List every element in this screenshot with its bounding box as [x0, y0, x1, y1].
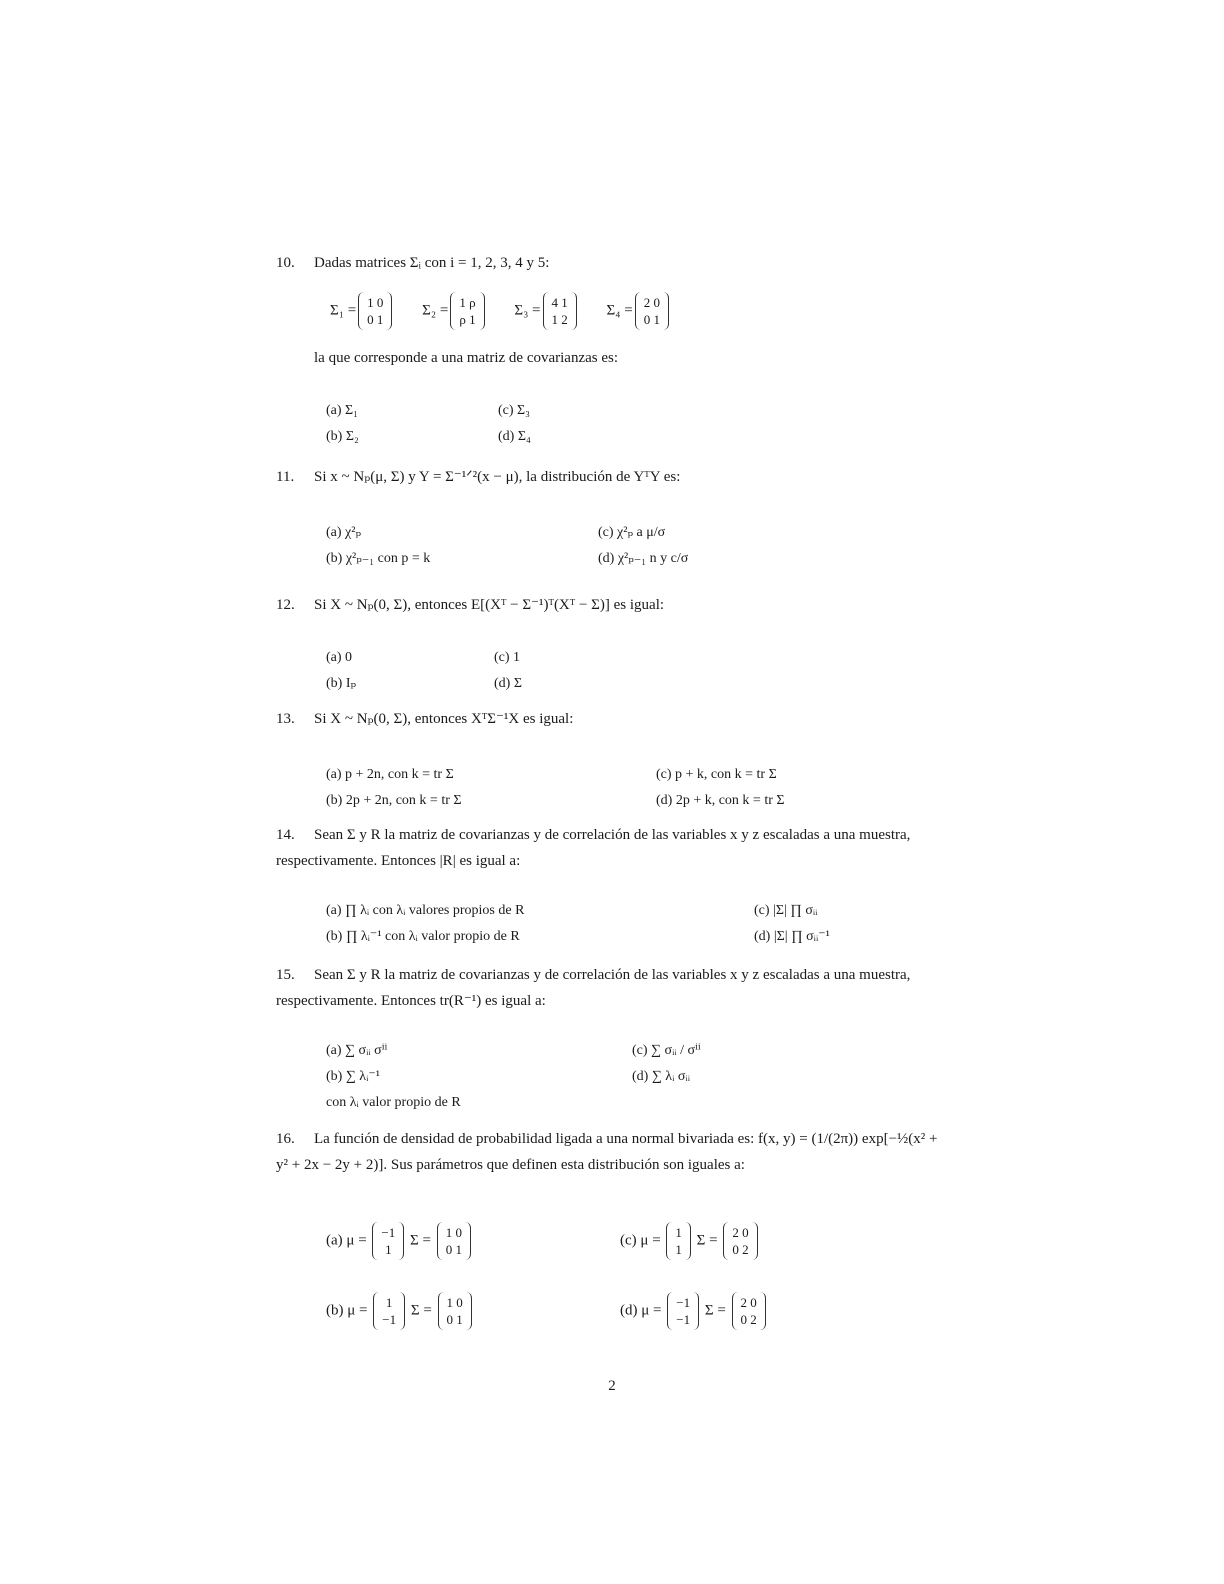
option-b[interactable]: (b) Σ₂	[326, 429, 359, 444]
question-stem: Si X ~ Nₚ(0, Σ), entonces E[(Xᵀ − Σ⁻¹)ᵀ(Xᵀ − Σ)] es igual:	[314, 597, 665, 613]
question-stem: Si x ~ Nₚ(μ, Σ) y Y = Σ⁻¹ᐟ²(x − μ), la distribución de YᵀY es:	[314, 469, 681, 485]
question-16	[276, 1126, 952, 1178]
question-15	[276, 962, 952, 1014]
option-d[interactable]: (d) Σ	[494, 676, 522, 691]
option-c[interactable]: (c) χ²ₚ a μ/σ	[598, 525, 666, 540]
question-number: 14.	[276, 827, 295, 843]
matrix-sigma-1: Σ₁ = 1 0 0 1	[330, 292, 394, 330]
question-stem: Si X ~ Nₚ(0, Σ), entonces XᵀΣ⁻¹X es igual:	[314, 711, 574, 727]
options-left	[326, 1038, 461, 1116]
matrix-row	[330, 292, 695, 330]
option-d[interactable]: (d) ∑ λᵢ σᵢᵢ	[632, 1069, 691, 1084]
option-b[interactable]: (b) μ = 1 −1 Σ = 1 0 0 1	[326, 1292, 474, 1330]
question-stem: Sean Σ y R la matriz de covarianzas y de correlación de las variables x y z escaladas a una muestra, respectivamente. Entonces tr(R⁻¹) es igual a:	[276, 967, 911, 1009]
option-d[interactable]: (d) 2p + k, con k = tr Σ	[656, 793, 785, 808]
option-c[interactable]: (c) Σ₃	[498, 403, 531, 418]
question-11	[276, 464, 952, 490]
option-c[interactable]: (c) p + k, con k = tr Σ	[656, 767, 777, 782]
option-a[interactable]: (a) ∏ λᵢ con λᵢ valores propios de R	[326, 903, 525, 918]
option-a[interactable]: (a) μ = −1 1 Σ = 1 0 0 1	[326, 1222, 473, 1260]
option-b[interactable]: (b) χ²ₚ₋₁ con p = k	[326, 551, 431, 566]
options-left	[326, 898, 524, 950]
option-note: con λᵢ valor propio de R	[326, 1095, 461, 1110]
option-d[interactable]: (d) |Σ| ∏ σᵢᵢ⁻¹	[754, 929, 830, 944]
option-c[interactable]: (c) |Σ| ∏ σᵢᵢ	[754, 903, 818, 918]
options-right	[632, 1038, 701, 1090]
question-number: 16.	[276, 1131, 295, 1147]
options-left	[326, 398, 359, 450]
matrix-sigma-3: Σ₃ = 4 1 1 2	[514, 292, 578, 330]
option-a[interactable]: (a) ∑ σᵢᵢ σⁱⁱ	[326, 1043, 388, 1058]
question-tail: la que corresponde a una matriz de covarianzas es:	[314, 350, 619, 366]
question-12	[276, 592, 952, 618]
question-number: 15.	[276, 967, 295, 983]
option-b[interactable]: (b) ∑ λᵢ⁻¹	[326, 1069, 380, 1084]
page-number: 2	[608, 1378, 616, 1394]
matrix-sigma-4: Σ₄ = 2 0 0 1	[607, 292, 671, 330]
option-a[interactable]: (a) 0	[326, 650, 353, 665]
option-b[interactable]: (b) Iₚ	[326, 676, 357, 691]
option-c[interactable]: (c) ∑ σᵢᵢ / σⁱⁱ	[632, 1043, 701, 1058]
option-d[interactable]: (d) Σ₄	[498, 429, 531, 444]
question-stem: La función de densidad de probabilidad ligada a una normal bivariada es: f(x, y) = (1/(2π)) exp[−½(x² + y² + 2x − 2y + 2)]. Sus parámetros que definen esta distribución son iguales a:	[276, 1131, 938, 1173]
options-right	[498, 398, 531, 450]
options-right	[656, 762, 785, 814]
option-a[interactable]: (a) Σ₁	[326, 403, 359, 418]
options-left	[326, 762, 462, 814]
options-right	[494, 645, 522, 697]
options-left	[326, 520, 430, 572]
options-left	[326, 645, 356, 697]
options-right	[754, 898, 830, 950]
option-d[interactable]: (d) χ²ₚ₋₁ n y c/σ	[598, 551, 689, 566]
question-number: 10.	[276, 255, 295, 271]
question-stem: Dadas matrices Σᵢ con i = 1, 2, 3, 4 y 5:	[314, 255, 550, 271]
option-b[interactable]: (b) 2p + 2n, con k = tr Σ	[326, 793, 462, 808]
option-b[interactable]: (b) ∏ λᵢ⁻¹ con λᵢ valor propio de R	[326, 929, 520, 944]
option-a[interactable]: (a) χ²ₚ	[326, 525, 362, 540]
question-number: 11.	[276, 469, 295, 485]
question-10	[276, 250, 952, 276]
question-stem: Sean Σ y R la matriz de covarianzas y de correlación de las variables x y z escaladas a una muestra, respectivamente. Entonces |R| es igual a:	[276, 827, 911, 869]
question-number: 12.	[276, 597, 295, 613]
matrix-sigma-2: Σ₂ = 1 ρ ρ 1	[422, 292, 486, 330]
question-number: 13.	[276, 711, 295, 727]
option-a[interactable]: (a) p + 2n, con k = tr Σ	[326, 767, 454, 782]
option-c[interactable]: (c) 1	[494, 650, 521, 665]
options-right	[598, 520, 688, 572]
question-13	[276, 706, 952, 732]
option-d[interactable]: (d) μ = −1 −1 Σ = 2 0 0 2	[620, 1292, 768, 1330]
option-c[interactable]: (c) μ = 1 1 Σ = 2 0 0 2	[620, 1222, 760, 1260]
question-14	[276, 822, 952, 874]
